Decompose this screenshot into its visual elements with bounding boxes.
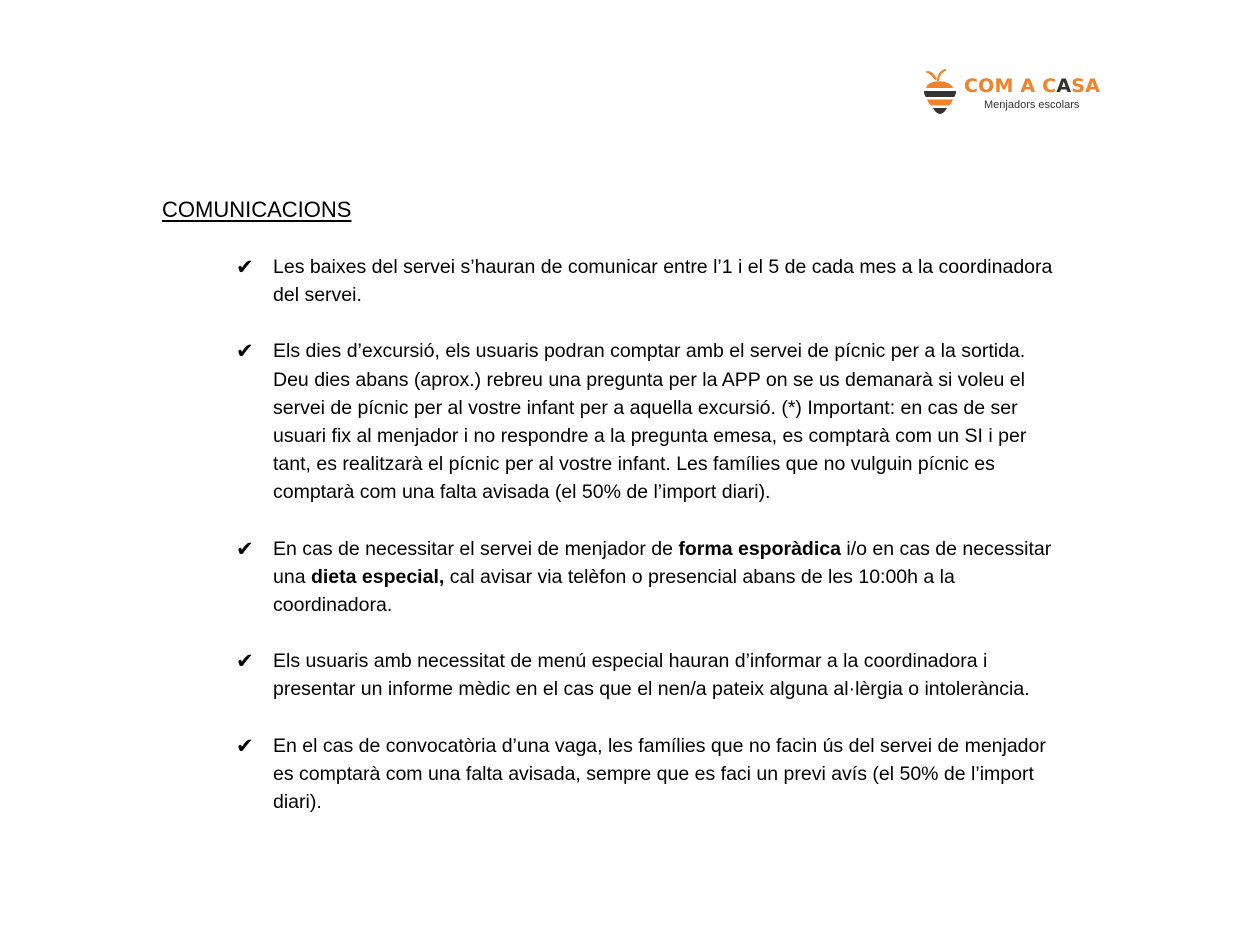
check-icon: ✔ [236,255,254,279]
check-icon: ✔ [236,649,254,674]
brand-name [964,75,1100,97]
brand-name-part2: C [1042,75,1057,97]
list-item-text-bold: forma esporàdica [678,537,841,560]
list-item-text-part: i/o en cas de necessitar una [273,537,1052,588]
check-icon: ✔ [236,536,254,561]
brand-name-part3: A [1056,75,1072,97]
brand-name-part1: COM A [964,75,1036,97]
list-item [236,535,1076,620]
communications-list [236,253,1076,844]
list-item [236,337,1076,506]
list-item-text: Els dies d’excursió, els usuaris podran comptar amb el servei de pícnic per a la sortida. Deu dies abans (aprox.) rebreu una pregunta per la APP on se us demanarà si voleu el servei de pícnic per al vostre infant per a aquella excursió. (*) Important: en cas de ser usuari fix al menjador i no respondre a la pregunta emesa, es comptarà com un SI i per tant, es realitzarà el pícnic per al vostre infant. Les famílies que no vulguin pícnic es comptarà com una falta avisada (el 50% de l’import diari). [273,340,1027,504]
list-item-text-part: En cas de necessitar el servei de menjador de [273,537,679,560]
brand-logo [920,68,1120,120]
list-item [236,647,1076,703]
list-item-text: En el cas de convocatòria d’una vaga, les famílies que no facin ús del servei de menjador es comptarà com una falta avisada, sempre que es faci un previ avís (el 50% de l’import diari). [273,734,1046,814]
list-item-text-bold: dieta especial, [310,565,445,588]
list-item-text: Els usuaris amb necessitat de menú especial hauran d’informar a la coordinadora i presentar un informe mèdic en el cas que el nen/a pateix alguna al·lèrgia o intolerància. [273,650,1030,701]
list-item-text-part: cal avisar via telèfon o presencial abans de les 10:00h a la coordinadora. [273,565,955,617]
brand-subtitle: Menjadors escolars [984,99,1080,111]
list-item-text: Les baixes del servei s’hauran de comunicar entre l’1 i el 5 de cada mes a la coordinadora del servei. [273,256,1053,307]
page-title: COMUNICACIONS [162,197,352,222]
list-item-text [273,535,1063,620]
check-icon: ✔ [236,733,254,758]
list-item [236,253,1076,309]
brand-name-part4: SA [1071,75,1101,97]
list-item [236,732,1076,817]
apple-bowl-logo-icon [920,68,960,118]
check-icon: ✔ [236,339,254,364]
